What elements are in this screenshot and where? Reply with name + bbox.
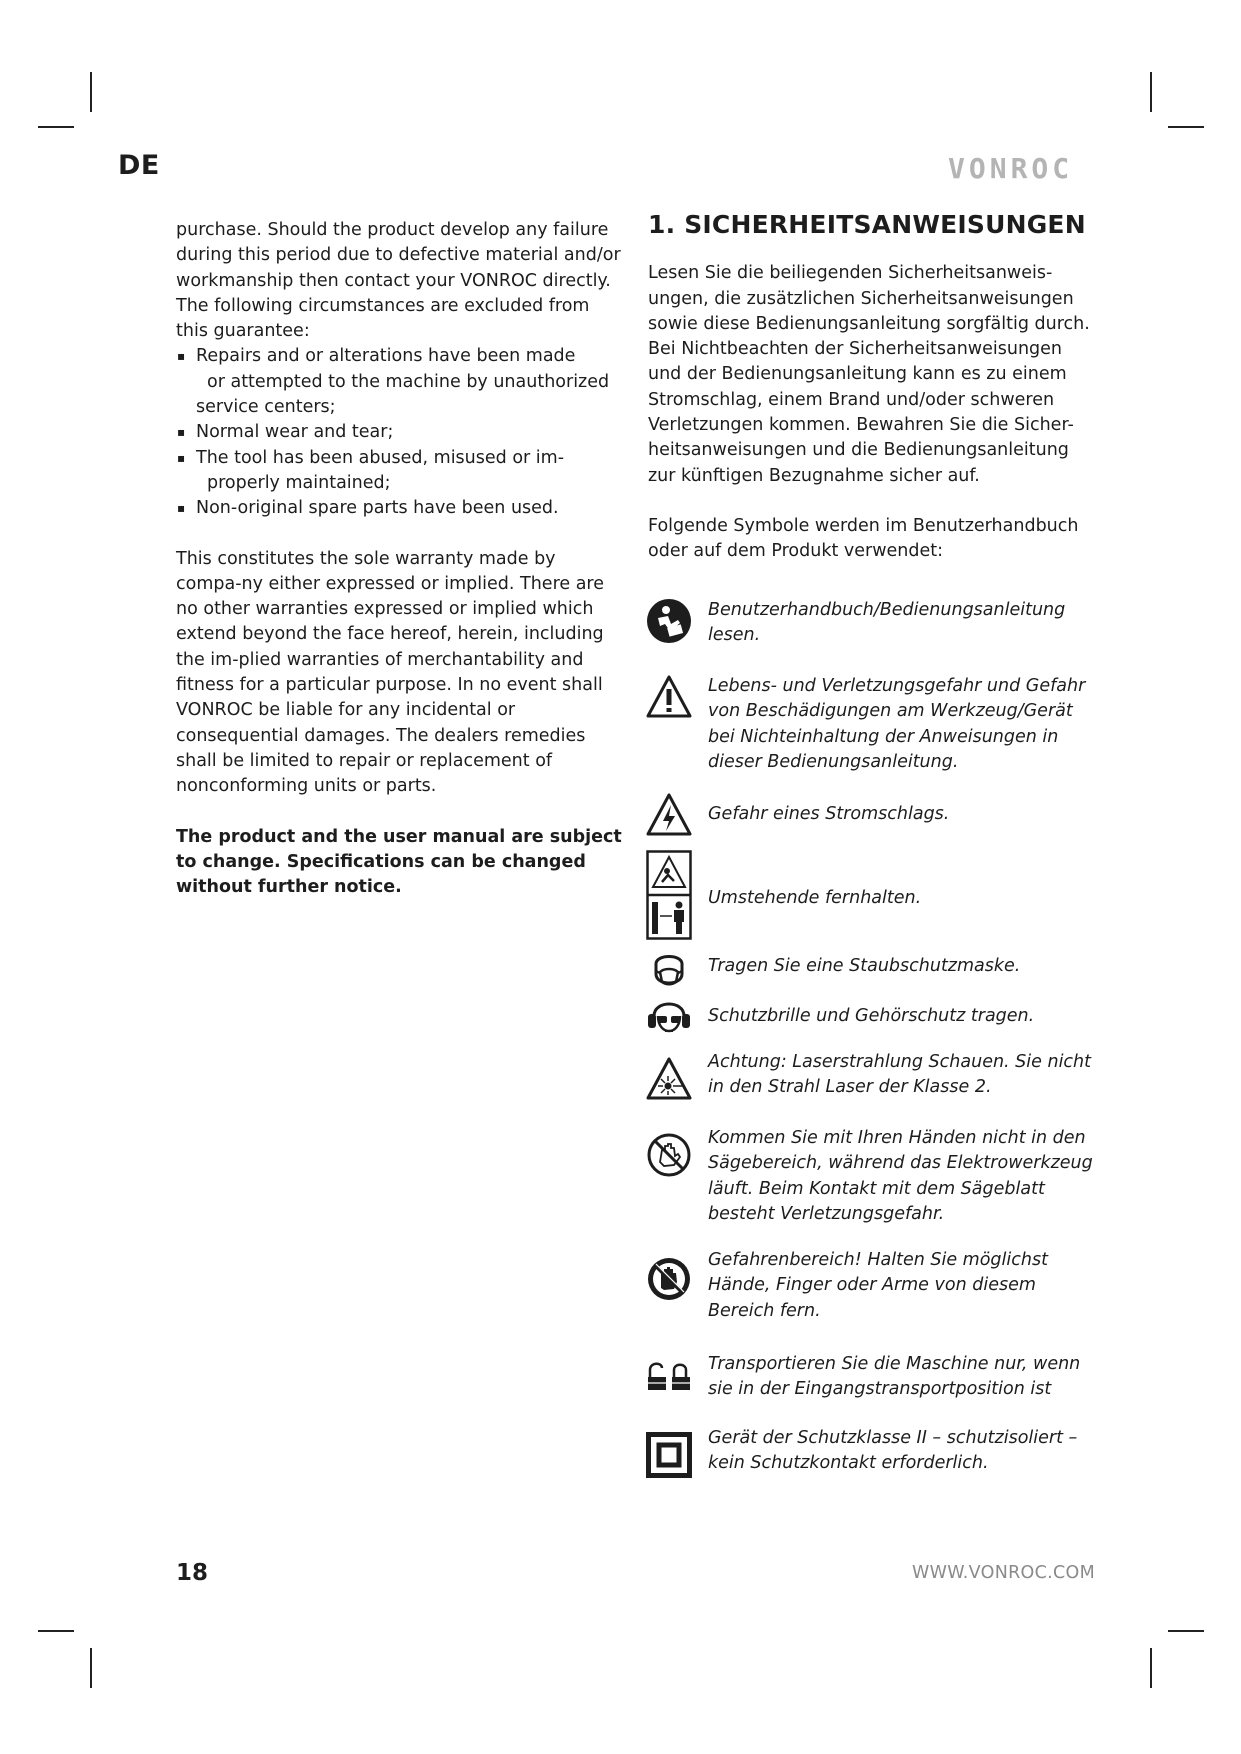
warning-icon: [646, 674, 692, 720]
no-hands-saw-icon: [646, 1132, 692, 1178]
crop-mark: [1150, 72, 1152, 112]
protection-class-ii-icon: [646, 1432, 692, 1478]
symbols-intro: Folgende Symbole werden im Benutzerhandbuch oder auf dem Produkt verwendet:: [648, 515, 1079, 562]
keep-bystanders-away-icon: [646, 850, 692, 940]
crop-mark: [38, 1630, 74, 1632]
section-heading: 1. SICHERHEITSANWEISUNGEN: [648, 210, 1086, 239]
language-code: DE: [118, 150, 160, 181]
symbol-description: Gefahrenbereich! Halten Sie möglichst Hände, Finger oder Arme von diesem Bereich fern.: [708, 1250, 1048, 1321]
crop-mark: [90, 1648, 92, 1688]
list-item: ▪ The tool has been abused, misused or im- properly maintained;: [176, 446, 626, 497]
symbol-list: [646, 0, 1096, 1754]
warranty-paragraph: purchase. Should the product develop any failure during this period due to defective material and/or workmanship then contact your VONROC directly. The following circumstances are excluded from this guarantee:: [176, 220, 621, 342]
dust-mask-icon: [646, 950, 692, 992]
symbol-description: Gerät der Schutzklasse II – schutzisoliert – kein Schutzkontakt erforderlich.: [708, 1428, 1078, 1474]
symbol-description: Lebens- und Verletzungsgefahr und Gefahr von Beschädigungen am Werkzeug/Gerät bei Nichteinhaltung der Anweisungen in dieser Bedienungsanleitung.: [708, 676, 1086, 772]
crop-mark: [1168, 1630, 1204, 1632]
laser-warning-icon: [646, 1056, 692, 1102]
goggles-ear-protection-icon: [646, 998, 692, 1044]
brand-logo: VONROC: [948, 152, 1074, 185]
safety-intro: Lesen Sie die beiliegenden Sicherheitsanweis-ungen, die zusätzlichen Sicherheitsanweisungen sowie diese Bedienungsanleitung sorgfältig durch. Bei Nichtbeachten der Sicherheitsanweisungen und der Bedienungsanleitung kann es zu einem Stromschlag, einem Brand und/oder schweren Verletzungen kommen. Bewahren Sie die Sicher-heitsanweisungen und die Bedienungsanleitung zur künftigen Bezugnahme sicher auf.: [648, 263, 1090, 486]
symbol-description: Schutzbrille und Gehörschutz tragen.: [708, 1006, 1035, 1026]
symbol-description: Transportieren Sie die Maschine nur, wenn sie in der Eingangstransportposition ist: [708, 1354, 1081, 1400]
crop-mark: [38, 126, 74, 128]
no-hands-icon: [646, 1256, 692, 1302]
warranty-disclaimer: This constitutes the sole warranty made by compa-ny either expressed or implied. There are no other warranties expressed or implied which extend beyond the face hereof, herein, including the im-plied warranties of merchantability and fitness for a particular purpose. In no event shall VONROC be liable for any incidental or consequential damages. The dealers remedies shall be limited to repair or replacement of nonconforming units or parts.: [176, 548, 605, 797]
page-number: 18: [176, 1560, 209, 1586]
symbol-description: Umstehende fernhalten.: [708, 888, 922, 908]
symbol-description: Benutzerhandbuch/Bedienungsanleitung lesen.: [708, 600, 1066, 646]
symbol-description: Gefahr eines Stromschlags.: [708, 804, 950, 824]
exclusion-list: [176, 344, 626, 521]
crop-mark: [1150, 1648, 1152, 1688]
read-manual-icon: [646, 598, 692, 644]
list-item: ▪ Normal wear and tear;: [176, 420, 626, 445]
crop-mark: [90, 72, 92, 112]
symbol-description: Achtung: Laserstrahlung Schauen. Sie nicht in den Strahl Laser der Klasse 2.: [708, 1052, 1092, 1098]
transport-lock-icon: [646, 1358, 692, 1398]
crop-mark: [1168, 126, 1204, 128]
symbol-description: Tragen Sie eine Staubschutzmaske.: [708, 956, 1021, 976]
electric-shock-icon: [646, 792, 692, 838]
left-column: [176, 218, 626, 900]
symbol-description: Kommen Sie mit Ihren Händen nicht in den Sägebereich, während das Elektrowerkzeug läuft. Beim Kontakt mit dem Sägeblatt besteht Verletzungsgefahr.: [708, 1128, 1093, 1224]
change-notice: The product and the user manual are subject to change. Specifications can be changed without further notice.: [176, 826, 622, 898]
list-item: ▪ Repairs and or alterations have been made or attempted to the machine by unauthorized service centers;: [176, 344, 626, 420]
website-url: WWW.VONROC.COM: [912, 1563, 1096, 1583]
list-item: ▪ Non-original spare parts have been used.: [176, 496, 626, 521]
